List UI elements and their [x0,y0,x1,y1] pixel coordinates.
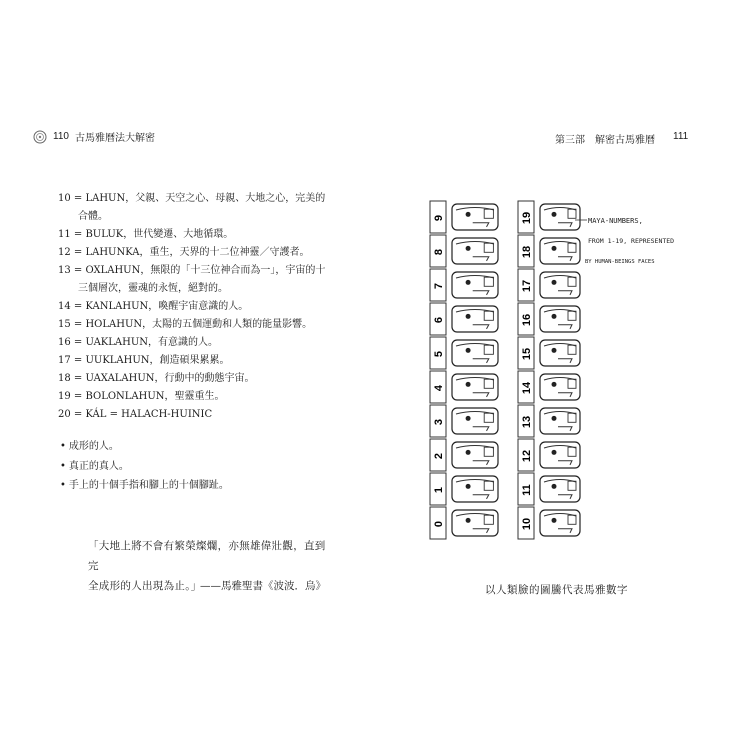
number-definition-item [58,190,343,226]
glyph-number-label: 13 [521,415,533,429]
glyph-number-label: 5 [433,350,445,358]
glyph-number-label: 6 [433,316,445,324]
number-definition-continuation: 三個層次，靈魂的永恆，絕對的。 [78,283,228,294]
number-definition-text: 12 = LAHUNKA，重生，天界的十二位神靈／守護者。 [58,247,310,258]
number-definition-item [58,334,343,352]
maya-number-glyph [430,405,498,437]
number-definition-text: 17 = UUKLAHUN，創造碩果累累。 [58,355,230,366]
number-definition-continuation: 合體。 [78,211,108,222]
glyph-number-label: 9 [433,214,445,222]
number-definition-item [58,244,343,262]
section-title: 第三部 解密古馬雅曆 [555,135,655,146]
maya-number-glyph [430,201,498,233]
glyph-number-label: 15 [521,347,533,361]
right-page-number: 111 [673,131,689,142]
glyph-number-label: 3 [433,418,445,426]
left-page-number: 110 [53,131,69,142]
maya-number-glyph [518,371,580,403]
glyph-column-10-19 [518,201,580,539]
glyph-number-label: 0 [433,520,445,528]
figure-caption: 以人類臉的圖騰代表馬雅數字 [485,584,628,596]
right-running-header [555,131,688,146]
maya-number-glyph [430,507,498,539]
maya-number-glyph [518,337,580,369]
glyph-number-label: 18 [521,245,533,259]
glyph-number-label: 4 [433,384,445,392]
glyph-number-label: 10 [521,517,533,531]
maya-number-glyph [518,235,580,267]
maya-number-glyph [518,405,580,437]
glyph-number-label: 7 [433,282,445,290]
maya-number-glyph [430,473,498,505]
number-definition-item [58,352,343,370]
number-definition-item [58,262,343,298]
quote-attribution: ——馬雅聖書《波波．烏》 [200,580,326,592]
number-definition-text: 14 = KANLAHUN，喚醒宇宙意識的人。 [58,301,249,312]
bullet-item: • 成形的人。 [60,437,229,457]
glyph-column-0-9 [430,201,498,539]
maya-number-glyph [430,371,498,403]
maya-number-glyph [518,303,580,335]
quote-line: 全成形的人出現為止。」 [88,580,202,592]
maya-number-glyph [518,269,580,301]
number-definition-item [58,388,343,406]
maya-number-glyph [430,235,498,267]
number-definition-text: 19 = BOLONLAHUN，聖靈重生。 [58,391,225,402]
handwritten-note-line: BY HUMAN-BEINGS FACES [585,259,655,265]
maya-number-glyph [430,269,498,301]
bullet-item: • 真正的真人。 [60,457,229,477]
number-definition-item [58,316,343,334]
glyph-number-label: 14 [521,381,533,395]
maya-number-glyph [430,439,498,471]
number-definition-item [58,370,343,388]
glyph-number-label: 2 [433,452,445,460]
handwritten-note-line: FROM 1-19, REPRESENTED [588,237,675,245]
number-definition-text: 13 = OXLAHUN，無限的「十三位神合而為一」，宇宙的十 [58,265,326,276]
number-definition-text: 18 = UAXALAHUN，行動中的動態宇宙。 [58,373,255,384]
number-definition-item [58,298,343,316]
glyph-number-label: 19 [521,211,533,225]
maya-number-definitions [58,190,343,424]
glyph-number-label: 17 [521,279,533,293]
maya-number-glyph [518,473,580,505]
maya-number-glyph [430,337,498,369]
number-definition-item [58,226,343,244]
mayan-glyph-ornament-icon [33,130,47,144]
maya-number-glyph [518,439,580,471]
number-definition-text: 16 = UAKLAHUN，有意識的人。 [58,337,219,348]
glyph-number-label: 12 [521,449,533,463]
glyph-number-label: 16 [521,313,533,327]
maya-number-glyph [518,201,580,233]
glyph-number-label: 8 [433,248,445,256]
left-running-header [33,129,155,144]
bullet-list [60,437,229,496]
number-definition-text: 10 = LAHUN，父親、天空之心、母親、大地之心，完美的 [58,193,326,204]
maya-number-glyph [430,303,498,335]
book-title: 古馬雅曆法大解密 [74,133,155,144]
number-definition-text: 11 = BULUK，世代變遷、大地循環。 [58,229,234,240]
maya-numbers-illustration [425,195,695,565]
quote-line: 「大地上將不會有繁榮燦爛，亦無雄偉壯觀，直到完 [88,540,326,572]
number-definition-text: 15 = HOLAHUN，太陽的五個運動和人類的能量影響。 [58,319,313,330]
glyph-number-label: 1 [433,486,445,494]
maya-number-glyph [518,507,580,539]
handwritten-note-line: MAYA-NUMBERS, [588,217,643,225]
handwritten-note [575,217,674,265]
glyph-number-label: 11 [521,484,533,496]
number-definition-text: 20 = KÁL = HALACH-HUINIC [58,409,213,420]
bullet-item: • 手上的十個手指和腳上的十個腳趾。 [60,476,229,496]
number-definition-item [58,406,343,424]
